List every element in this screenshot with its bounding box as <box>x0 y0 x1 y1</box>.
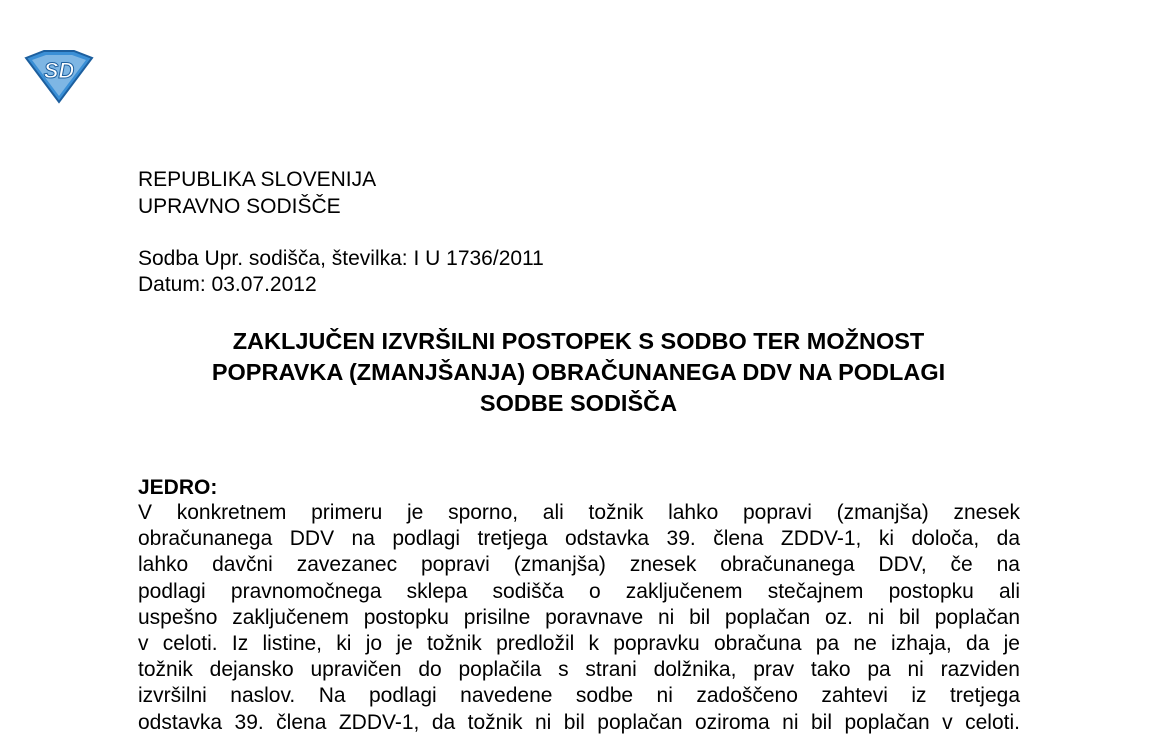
body-line: izvršilni naslov. Na podlagi navedene sodbe ni zadoščeno zahtevi iz tretjega <box>138 684 1020 708</box>
body-line: podlagi pravnomočnega sklepa sodišča o zaključenem stečajnem postopku ali <box>138 579 1020 603</box>
issuer-country: REPUBLIKA SLOVENIJA <box>138 168 377 191</box>
court-logo <box>22 48 96 104</box>
body-line: odstavka 39. člena ZDDV-1, da tožnik ni bil poplačan oziroma ni bil poplačan v celoti. <box>138 710 1020 734</box>
section-heading: JEDRO: <box>138 476 218 499</box>
logo-lettering: SD <box>43 58 75 83</box>
court-shield-logo-icon <box>22 48 96 104</box>
title-line-3: SODBE SODIŠČA <box>479 390 678 416</box>
document-title <box>100 326 1057 419</box>
title-line-1: ZAKLJUČEN IZVRŠILNI POSTOPEK S SODBO TER MOŽNOST <box>232 328 925 354</box>
case-date: Datum: 03.07.2012 <box>138 273 317 296</box>
case-reference <box>138 246 544 298</box>
case-number: Sodba Upr. sodišča, številka: I U 1736/2011 <box>138 247 544 270</box>
body-line: uspešno zaključenem postopku prisilne poravnave ni bil poplačan oz. ni bil poplačan <box>138 605 1020 629</box>
issuer-court: UPRAVNO SODIŠČE <box>138 195 341 218</box>
body-line: lahko davčni zavezanec popravi (zmanjša) znesek obračunanega DDV, če na <box>138 553 1020 577</box>
body-line: obračunanega DDV na podlagi tretjega odstavka 39. člena ZDDV-1, ki določa, da <box>138 527 1020 551</box>
title-line-2: POPRAVKA (ZMANJŠANJA) OBRAČUNANEGA DDV NA PODLAGI <box>211 359 946 385</box>
section-body <box>138 500 1020 736</box>
body-line: v celoti. Iz listine, ki jo je tožnik predložil k popravku obračuna pa ne izhaja, da je <box>138 631 1020 655</box>
body-line: V konkretnem primeru je sporno, ali tožnik lahko popravi (zmanjša) znesek <box>138 501 1020 524</box>
issuer-header <box>138 166 376 220</box>
body-line: tožnik dejansko upravičen do poplačila s strani dolžnika, prav tako pa ni razviden <box>138 658 1020 682</box>
